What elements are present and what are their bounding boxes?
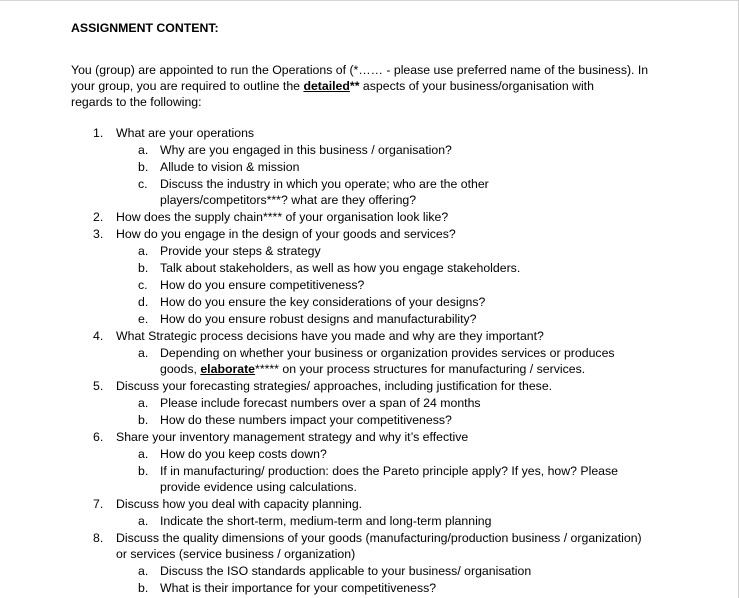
question-number: 7. [93,497,104,511]
sub-question-text: How do these numbers impact your competitiveness? [160,413,452,427]
detailed-footnote-marker: ** [349,79,360,93]
sub-question-letter: a. [138,346,149,360]
sub-question-list [116,395,671,428]
sub-question-text: How do you ensure robust designs and manufacturability? [160,312,477,326]
question-number: 3. [93,227,104,241]
sub-question-letter: b. [138,413,149,427]
question-number: 5. [93,379,104,393]
sub-question-item [116,142,671,158]
question-number: 1. [93,126,104,140]
question-item-3 [71,226,671,327]
sub-question-letter: b. [138,581,149,595]
question-item-8 [71,530,671,596]
sub-question-item [116,412,671,428]
question-text: How do you engage in the design of your goods and services? [116,227,456,241]
elaborate-emphasis: elaborate [200,362,256,376]
question-number: 6. [93,430,104,444]
question-list [71,125,671,596]
sub-question-text: How do you ensure the key considerations of your designs? [160,295,486,309]
intro-paragraph [71,62,671,110]
sub-question-text: If in manufacturing/ production: does the Pareto principle apply? If yes, how? Please [160,464,618,478]
sub-question-letter: e. [138,312,149,326]
elaborate-line-end: ***** on your process structures for manufacturing / services. [255,362,586,376]
question-text: What Strategic process decisions have you made and why are they important? [116,329,544,343]
sub-question-list [116,513,671,529]
sub-question-item [116,513,671,529]
question-text: Share your inventory management strategy and why it’s effective [116,430,469,444]
question-number: 2. [93,210,104,224]
sub-question-text-continued [160,361,671,377]
question-text: What are your operations [116,126,255,140]
page-top-edge [0,0,739,1]
sub-question-list [116,142,671,208]
sub-question-letter: a. [138,396,149,410]
sub-question-text: How do you ensure competitiveness? [160,278,365,292]
question-item-4 [71,328,671,377]
sub-question-item [116,563,671,579]
sub-question-letter: d. [138,295,149,309]
question-text: How does the supply chain**** of your organisation look like? [116,210,449,224]
sub-question-list [116,563,671,596]
sub-question-text: Talk about stakeholders, as well as how you engage stakeholders. [160,261,521,275]
sub-question-list [116,243,671,327]
sub-question-letter: a. [138,143,149,157]
sub-question-text: Discuss the industry in which you operate; who are the other [160,177,489,191]
sub-question-text: Discuss the ISO standards applicable to your business/ organisation [160,564,532,578]
sub-question-letter: a. [138,564,149,578]
sub-question-item [116,176,671,208]
section-heading: ASSIGNMENT CONTENT: [71,21,219,35]
sub-question-text: Please include forecast numbers over a span of 24 months [160,396,481,410]
detailed-emphasis: detailed [303,79,350,93]
sub-question-text: Depending on whether your business or organization provides services or produces [160,346,615,360]
sub-question-text: Indicate the short-term, medium-term and long-term planning [160,514,492,528]
document-page [71,20,671,597]
question-text-continued: or services (service business / organization) [116,547,356,561]
sub-question-letter: c. [138,278,148,292]
question-item-1 [71,125,671,208]
sub-question-list [116,345,671,377]
sub-question-letter: a. [138,244,149,258]
sub-question-text: What is their importance for your competitiveness? [160,581,437,595]
question-item-2 [71,209,671,225]
sub-question-letter: a. [138,514,149,528]
sub-question-letter: c. [138,177,148,191]
question-text: Discuss the quality dimensions of your goods (manufacturing/production business / organization) [116,531,642,545]
sub-question-item [116,260,671,276]
intro-line-2-end: aspects of your business/organisation with [359,79,594,93]
question-text: Discuss your forecasting strategies/ approaches, including justification for these. [116,379,553,393]
sub-question-letter: b. [138,160,149,174]
sub-question-item [116,580,671,596]
sub-question-text-continued: players/competitors***? what are they offering? [160,193,417,207]
sub-question-item [116,311,671,327]
sub-question-item [116,243,671,259]
sub-question-item [116,345,671,377]
question-number: 4. [93,329,104,343]
question-text: Discuss how you deal with capacity planning. [116,497,363,511]
sub-question-text: Why are you engaged in this business / organisation? [160,143,452,157]
intro-line-2 [71,78,671,94]
sub-question-item [116,463,671,495]
question-item-6 [71,429,671,495]
question-item-5 [71,378,671,428]
sub-question-text: Provide your steps & strategy [160,244,321,258]
sub-question-letter: b. [138,261,149,275]
sub-question-item [116,395,671,411]
sub-question-item [116,277,671,293]
sub-question-letter: a. [138,447,149,461]
sub-question-item [116,446,671,462]
question-item-7 [71,496,671,529]
sub-question-text-continued: provide evidence using calculations. [160,480,357,494]
sub-question-item [116,159,671,175]
intro-line-1: You (group) are appointed to run the Operations of (*…… - please use preferred name of the business). In [71,63,649,77]
intro-line-2-start: your group, you are required to outline the [71,79,304,93]
intro-line-3: regards to the following: [71,95,202,109]
sub-question-text: Allude to vision & mission [160,160,300,174]
question-number: 8. [93,531,104,545]
elaborate-line-start: goods, [160,362,201,376]
sub-question-list [116,446,671,495]
sub-question-letter: b. [138,464,149,478]
sub-question-text: How do you keep costs down? [160,447,327,461]
sub-question-item [116,294,671,310]
